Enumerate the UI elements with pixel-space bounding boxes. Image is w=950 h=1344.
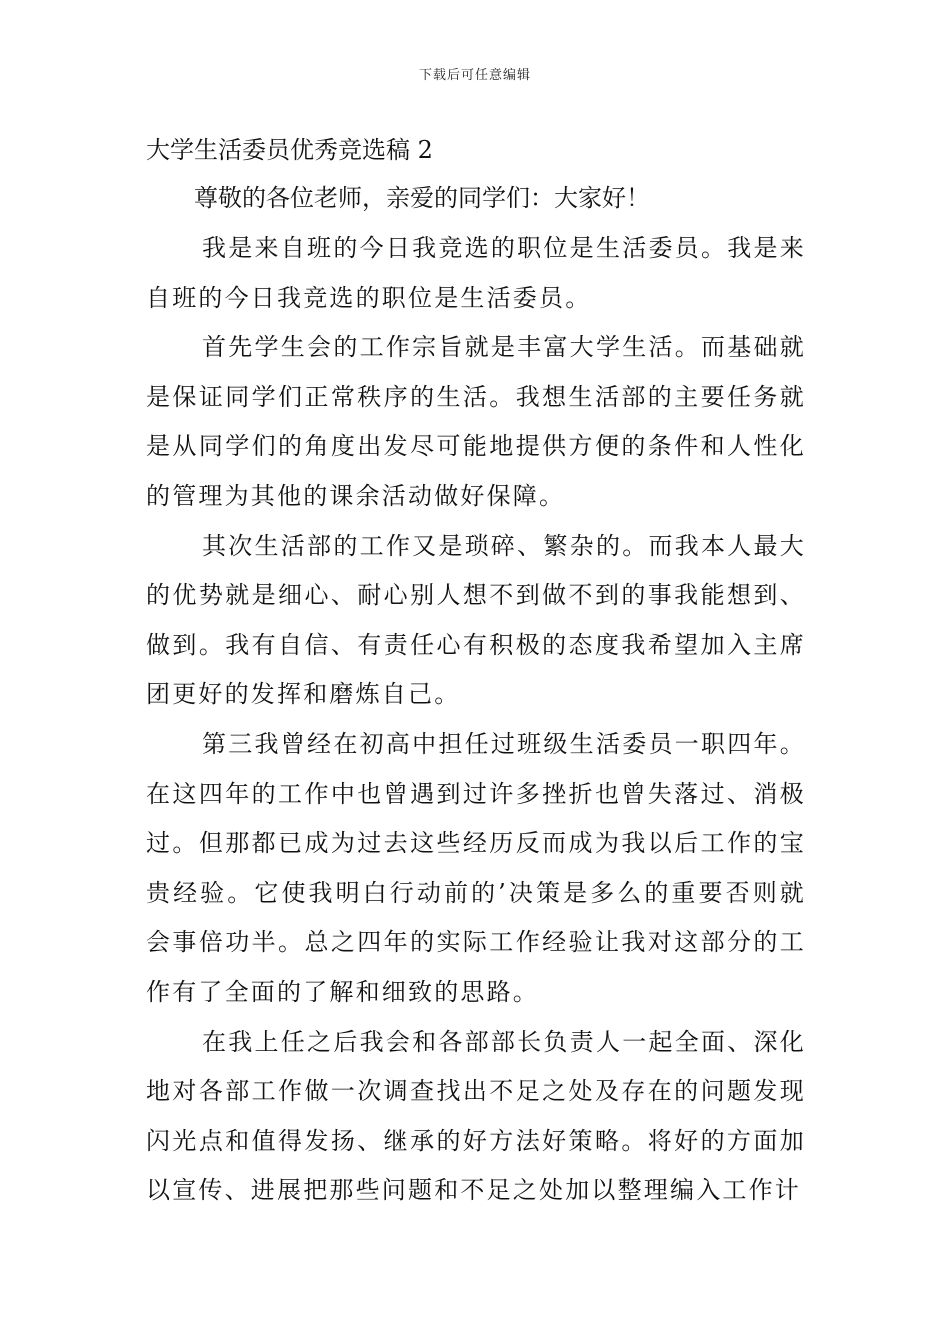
paragraph-4: 第三我曾经在初高中担任过班级生活委员一职四年。在这四年的工作中也曾遇到过许多挫折也曾失落过、消极过。但那都已成为过去这些经历反而成为我以后工作的宝贵经验。它使我明白行动前的’决策是多么的重要否则就会事倍功半。总之四年的实际工作经验让我对这部分的工作有了全面的了解和细致的思路。 — [146, 729, 806, 1006]
paragraph-1: 我是来自班的今日我竞选的职位是生活委员。我是来自班的今日我竞选的职位是生活委员。 — [146, 234, 806, 312]
greeting-line: 尊敬的各位老师，亲爱的同学们：大家好！ — [194, 184, 650, 212]
paragraph-3: 其次生活部的工作又是琐碎、繁杂的。而我本人最大的优势就是细心、耐心别人想不到做不到的事我能想到、做到。我有自信、有责任心有积极的态度我希望加入主席团更好的发挥和磨炼自己。 — [146, 531, 806, 709]
document-body — [146, 128, 806, 1216]
document-title: 大学生活委员优秀竞选稿 2 — [146, 136, 433, 164]
paragraph-2: 首先学生会的工作宗旨就是丰富大学生活。而基础就是保证同学们正常秩序的生活。我想生活部的主要任务就是从同学们的角度出发尽可能地提供方便的条件和人性化的管理为其他的课余活动做好保障。 — [146, 333, 806, 510]
paragraph-5: 在我上任之后我会和各部部长负责人一起全面、深化地对各部工作做一次调查找出不足之处及存在的问题发现闪光点和值得发扬、继承的好方法好策略。将好的方面加以宣传、进展把那些问题和不足之处加以整理编入工作计 — [146, 1027, 806, 1205]
header-note: 下载后可任意编辑 — [418, 68, 531, 83]
